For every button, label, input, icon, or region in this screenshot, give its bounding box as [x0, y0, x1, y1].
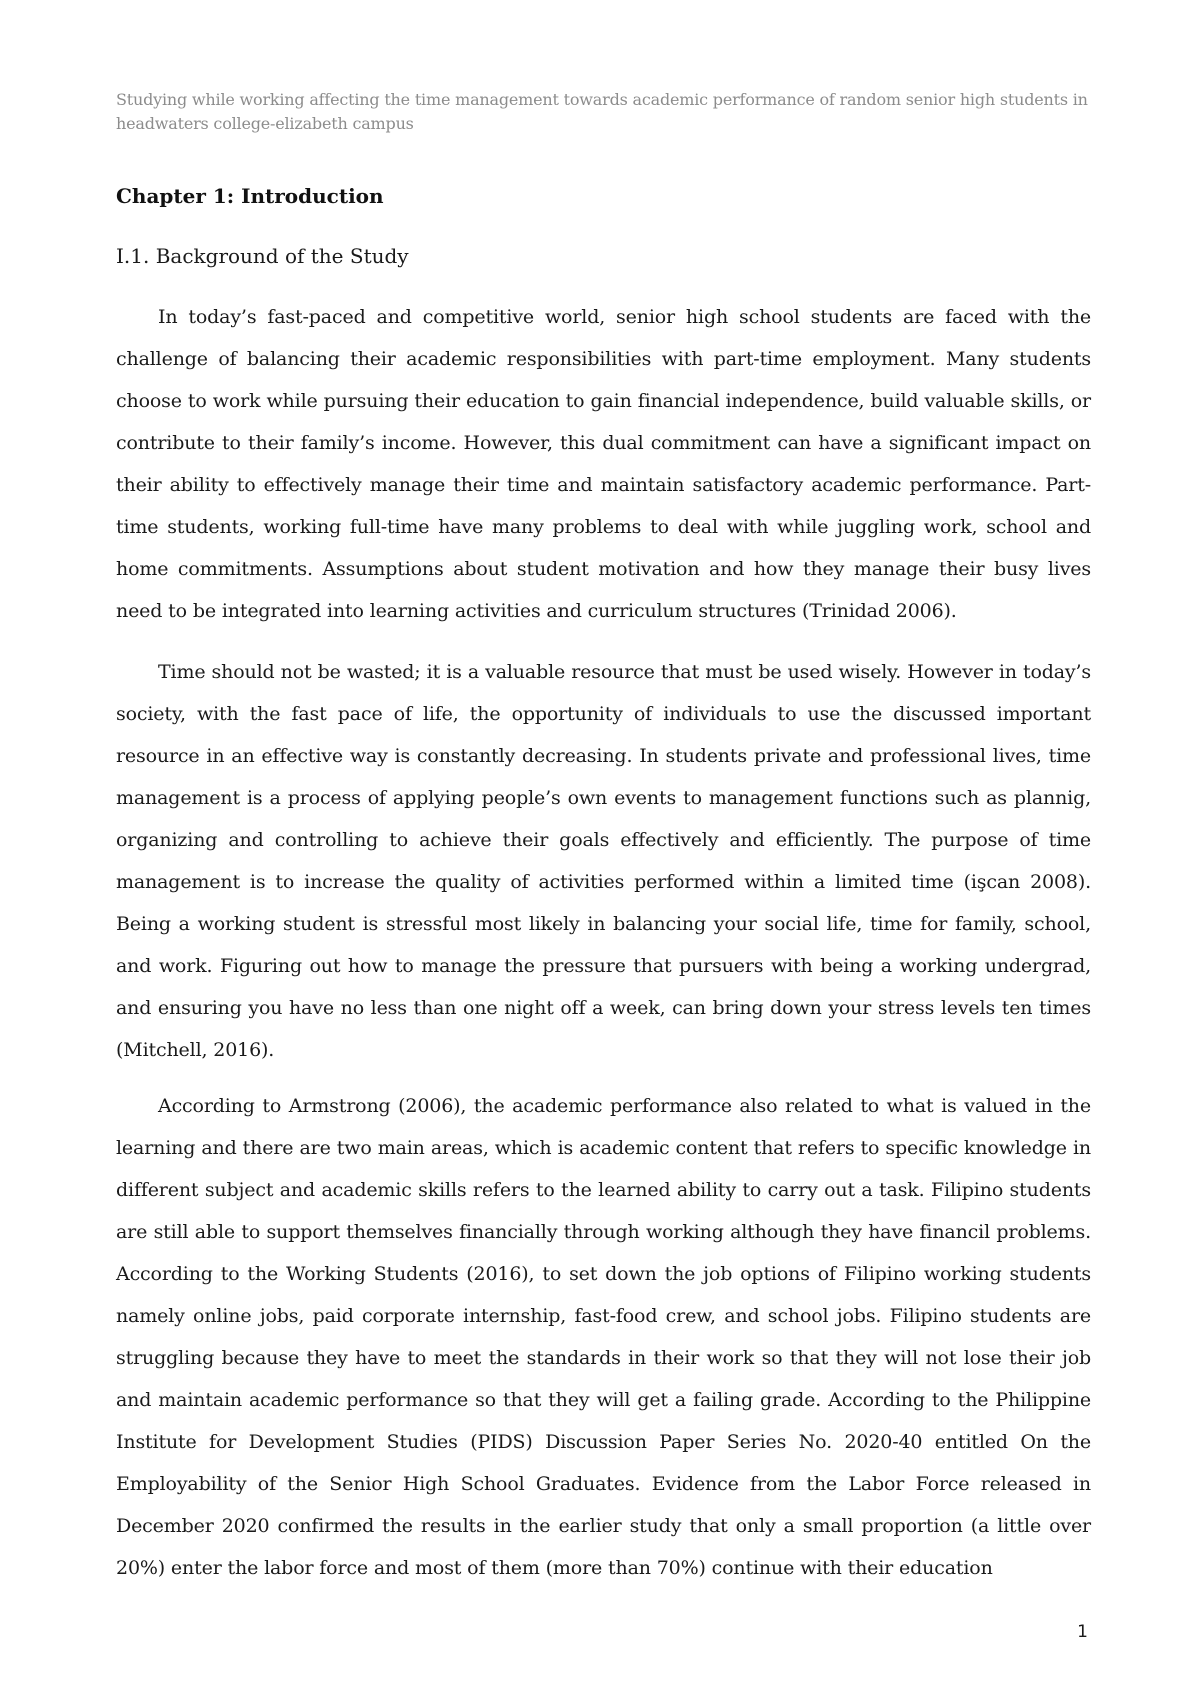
- page-number: 1: [1077, 1622, 1088, 1642]
- body-paragraph-2: Time should not be wasted; it is a valuable resource that must be used wisely. However in today’s society, with the fast pace of life, the opportunity of individuals to use the discussed important resource in an effective way is constantly decreasing. In students private and professional lives, time management is a process of applying people’s own events to management functions such as plannig, organizing and controlling to achieve their goals effectively and efficiently. The purpose of time management is to increase the quality of activities performed within a limited time (işcan 2008). Being a working student is stressful most likely in balancing your social life, time for family, school, and work. Figuring out how to manage the pressure that pursuers with being a working undergrad, and ensuring you have no less than one night off a week, can bring down your stress levels ten times (Mitchell, 2016).: [116, 661, 1091, 1061]
- chapter-title: Chapter 1: Introduction: [116, 184, 384, 208]
- running-header: Studying while working affecting the time management towards academic performance of random senior high students in headwaters college-elizabeth campus: [116, 90, 1088, 133]
- body-paragraph-1: In today’s fast-paced and competitive world, senior high school students are faced with the challenge of balancing their academic responsibilities with part-time employment. Many students choose to work while pursuing their education to gain financial independence, build valuable skills, or contribute to their family’s income. However, this dual commitment can have a significant impact on their ability to effectively manage their time and maintain satisfactory academic performance. Part-time students, working full-time have many problems to deal with while juggling work, school and home commitments. Assumptions about student motivation and how they manage their busy lives need to be integrated into learning activities and curriculum structures (Trinidad 2006).: [116, 306, 1091, 622]
- section-heading: I.1. Background of the Study: [116, 244, 409, 268]
- body-paragraph-3: According to Armstrong (2006), the academic performance also related to what is valued in the learning and there are two main areas, which is academic content that refers to specific knowledge in different subject and academic skills refers to the learned ability to carry out a task. Filipino students are still able to support themselves financially through working although they have financil problems. According to the Working Students (2016), to set down the job options of Filipino working students namely online jobs, paid corporate internship, fast-food crew, and school jobs. Filipino students are struggling because they have to meet the standards in their work so that they will not lose their job and maintain academic performance so that they will get a failing grade. According to the Philippine Institute for Development Studies (PIDS) Discussion Paper Series No. 2020-40 entitled On the Employability of the Senior High School Graduates. Evidence from the Labor Force released in December 2020 confirmed the results in the earlier study that only a small proportion (a little over 20%) enter the labor force and most of them (more than 70%) continue with their education: [116, 1095, 1091, 1579]
